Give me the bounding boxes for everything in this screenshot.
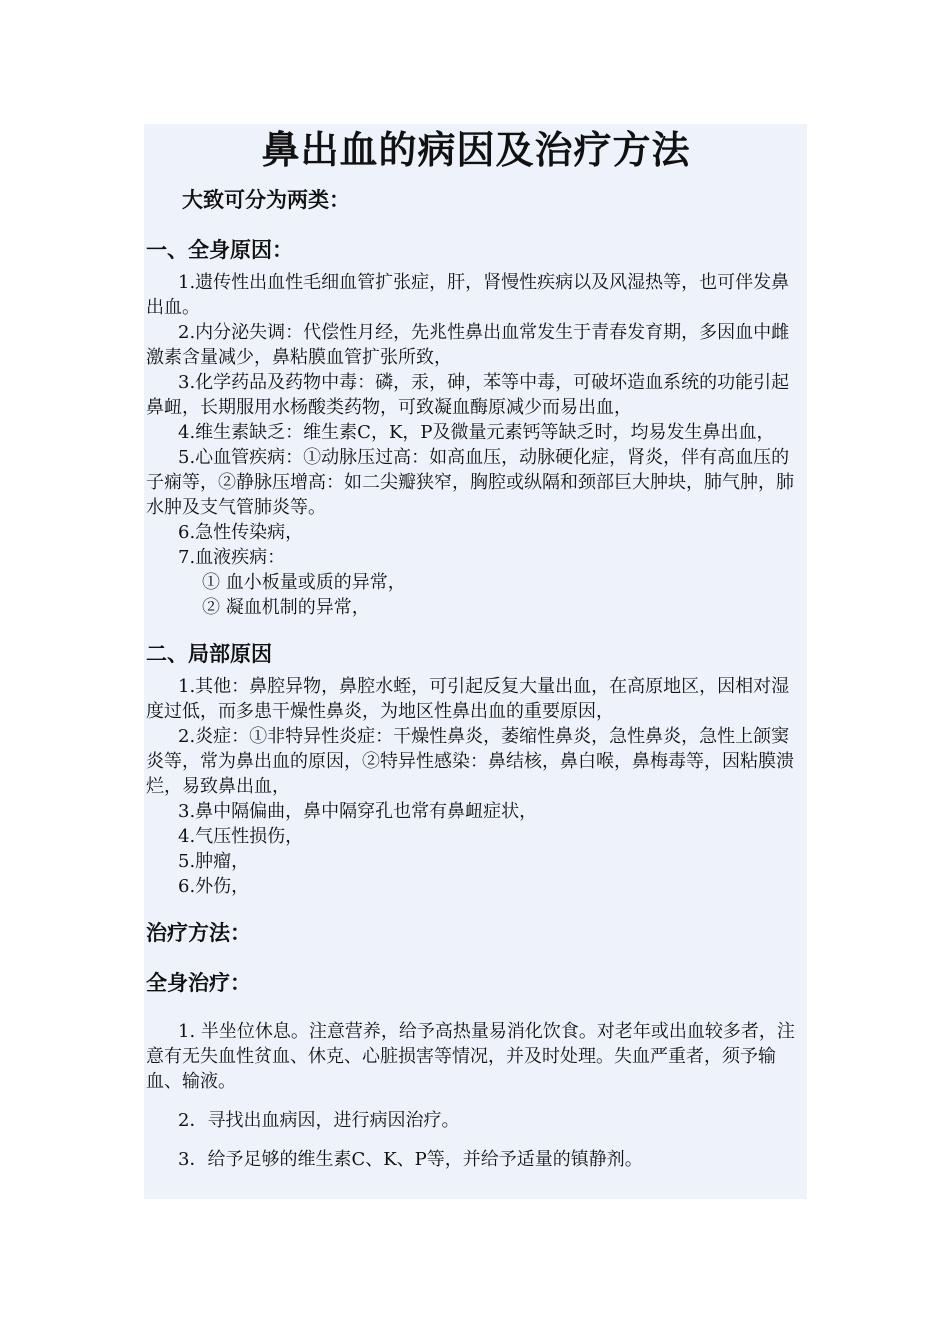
treatment-item: 3．给予足够的维生素C、K、P等，并给予适量的镇静剂。 — [178, 1149, 643, 1170]
list-item: 3.鼻中隔偏曲，鼻中隔穿孔也常有鼻衄症状， — [178, 801, 538, 822]
list-item: 4.维生素缺乏：维生素C，K，P及微量元素钙等缺乏时，均易发生鼻出血， — [178, 422, 775, 443]
list-item: 1.遗传性出血性毛细血管扩张症，肝，肾慢性疾病以及风湿热等，也可伴发鼻出血。 — [146, 272, 790, 318]
list-item: 5.心血管疾病：①动脉压过高：如高血压，动脉硬化症，肾炎，伴有高血压的子痫等，②静脉压增高：如二尖瓣狭窄，胸腔或纵隔和颈部巨大肿块，肺气肿，肺水肿及支气管肺炎等。 — [146, 447, 794, 518]
sub-list-item: ① 血小板量或质的异常， — [202, 572, 406, 593]
list-item: 2.内分泌失调：代偿性月经，先兆性鼻出血常发生于青春发育期，多因血中雌激素含量减少，鼻粘膜血管扩张所致， — [146, 322, 790, 368]
list-item: 2.炎症：①非特异性炎症：干燥性鼻炎，萎缩性鼻炎，急性鼻炎，急性上颌窦炎等，常为鼻出血的原因，②特异性感染：鼻结核，鼻白喉，鼻梅毒等，因粘膜溃烂，易致鼻出血， — [146, 726, 794, 797]
systemic-treatment-heading: 全身治疗： — [146, 971, 251, 995]
section-heading-local-causes: 二、局部原因 — [146, 642, 272, 666]
intro-text: 大致可分为两类： — [182, 188, 350, 212]
list-item: 6.外伤， — [178, 876, 250, 897]
list-item: 5.肿瘤， — [178, 851, 250, 872]
list-item: 4.气压性损伤， — [178, 826, 304, 847]
section-heading-systemic-causes: 一、全身原因： — [146, 238, 293, 262]
page-title: 鼻出血的病因及治疗方法 — [261, 128, 691, 172]
list-item: 1.其他：鼻腔异物，鼻腔水蛭，可引起反复大量出血，在高原地区，因相对湿度过低，而多患干燥性鼻炎，为地区性鼻出血的重要原因， — [146, 676, 790, 722]
list-item: 3.化学药品及药物中毒：磷，汞，砷，苯等中毒，可破坏造血系统的功能引起鼻衄，长期服用水杨酸类药物，可致凝血酶原减少而易出血， — [146, 372, 790, 418]
treatment-item: 2．寻找出血病因，进行病因治疗。 — [178, 1110, 460, 1131]
treatment-heading: 治疗方法： — [146, 921, 251, 945]
list-item: 6.急性传染病， — [178, 522, 304, 543]
document-body — [146, 124, 806, 1172]
sub-list-item: ② 凝血机制的异常， — [202, 597, 370, 618]
list-item: 7.血液疾病： — [178, 547, 286, 568]
treatment-item: 1. 半坐位休息。注意营养，给予高热量易消化饮食。对老年或出血较多者，注意有无失血性贫血、休克、心脏损害等情况，并及时处理。失血严重者，须予输血、输液。 — [146, 1021, 795, 1092]
